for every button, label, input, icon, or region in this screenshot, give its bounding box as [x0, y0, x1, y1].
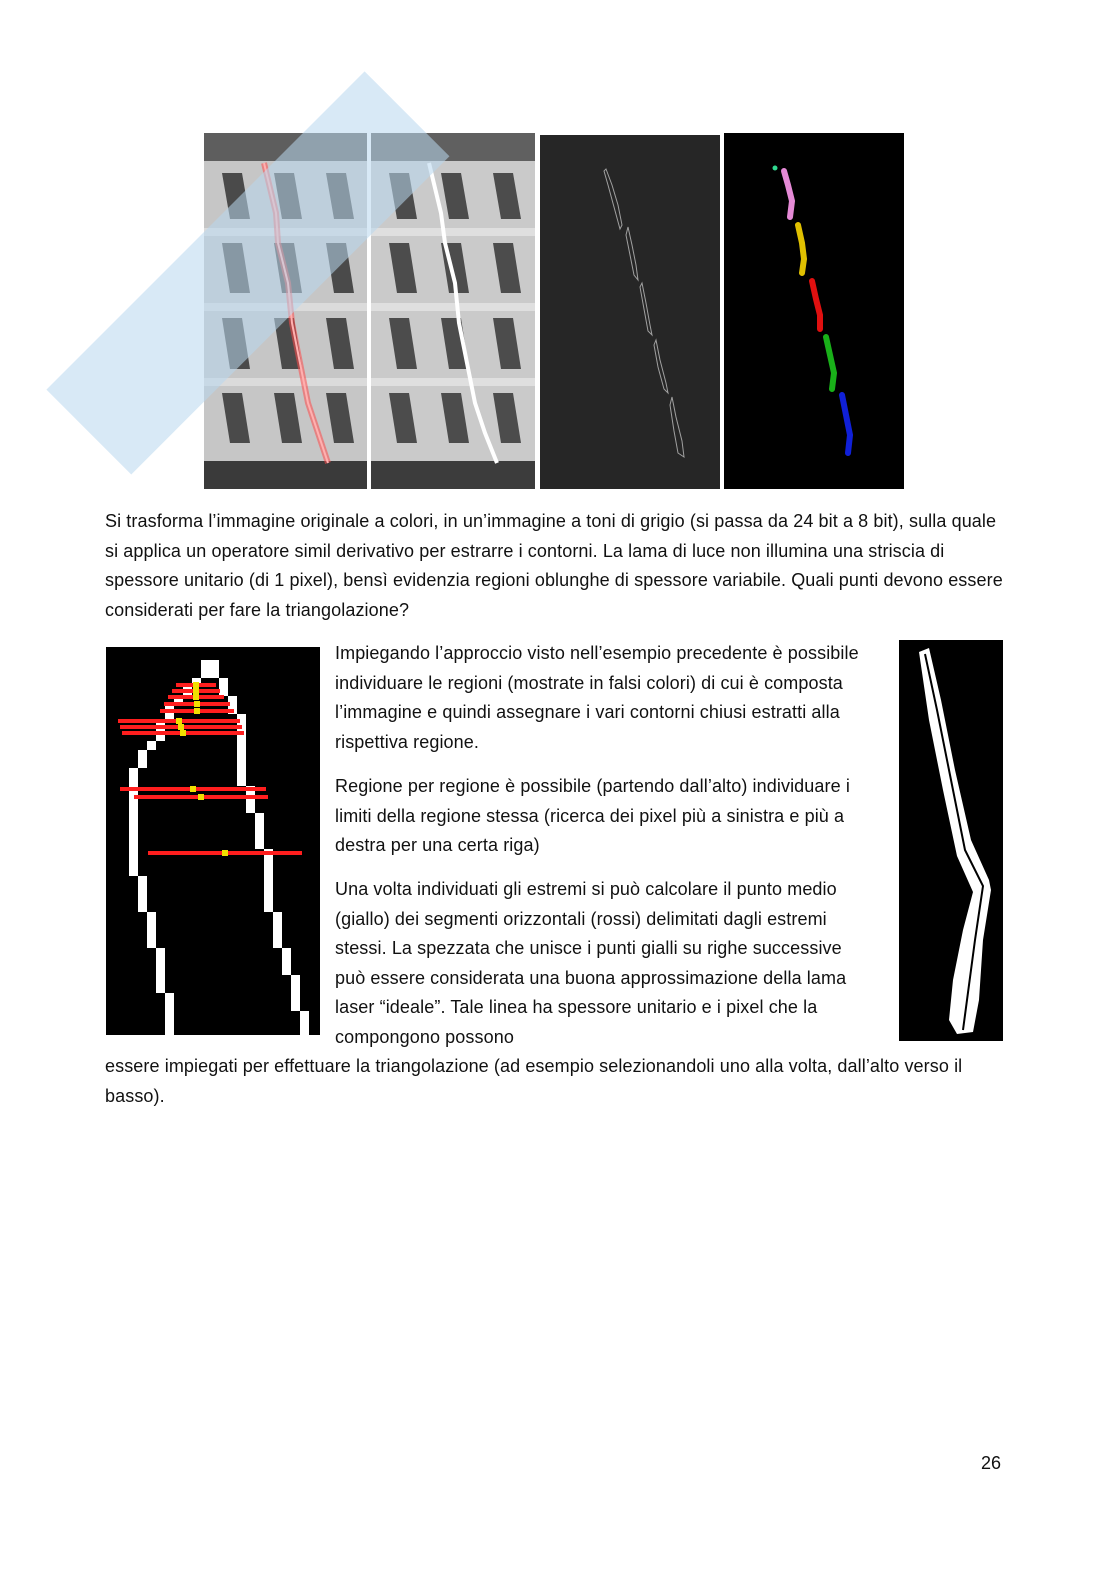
boundary-pixel-left — [129, 822, 138, 831]
boundary-pixel-left — [129, 849, 138, 858]
boundary-pixel-right — [291, 975, 300, 984]
boundary-pixel-right — [246, 804, 255, 813]
boundary-pixel-left — [165, 1029, 174, 1035]
figure-original-color-image — [204, 133, 367, 489]
figure-false-color-regions-image — [724, 133, 904, 489]
boundary-pixel-left — [147, 741, 156, 750]
boundary-pixel-left — [147, 921, 156, 930]
boundary-pixel-left — [138, 750, 147, 759]
midpoint-marker — [194, 708, 200, 714]
figure-grayscale-image — [371, 133, 535, 489]
boundary-pixel-left — [138, 759, 147, 768]
boundary-pixel-left — [156, 975, 165, 984]
boundary-pixel-left — [138, 903, 147, 912]
midpoint-marker — [193, 688, 199, 694]
boundary-pixel-left — [129, 813, 138, 822]
boundary-pixel-left — [165, 993, 174, 1002]
boundary-pixel-right — [237, 750, 246, 759]
boundary-pixel-left — [138, 876, 147, 885]
boundary-pixel-right — [264, 867, 273, 876]
midpoint-marker — [176, 718, 182, 724]
boundary-pixel-right — [282, 957, 291, 966]
boundary-pixel-right — [291, 1002, 300, 1011]
midpoint-marker — [222, 850, 228, 856]
boundary-pixel-left — [156, 957, 165, 966]
paragraph-limits: Regione per regione è possibile (partendo dall’alto) individuare i limiti della regione stessa (ricerca dei pixel più a sinistra e più a destra per una certa riga) — [335, 776, 850, 855]
boundary-pixel-left — [129, 768, 138, 777]
boundary-pixel-right — [282, 948, 291, 957]
boundary-pixel-right — [273, 930, 282, 939]
boundary-pixel-right — [273, 921, 282, 930]
page-number: 26 — [981, 1453, 1002, 1473]
boundary-pixel-right — [300, 1029, 309, 1035]
boundary-pixel-right — [210, 669, 219, 678]
midpoint-marker — [194, 701, 200, 707]
boundary-pixel-left — [129, 840, 138, 849]
boundary-pixel-right — [255, 822, 264, 831]
boundary-pixel-right — [264, 858, 273, 867]
boundary-pixel-left — [129, 831, 138, 840]
midpoint-marker — [193, 694, 199, 700]
boundary-pixel-left — [165, 1002, 174, 1011]
boundary-pixel-right — [291, 984, 300, 993]
boundary-pixel-right — [255, 840, 264, 849]
paragraph-midpoints: Una volta individuati gli estremi si può calcolare il punto medio (giallo) dei segmenti orizzontali (rossi) delimitati dagli estremi stessi. La spezzata che unisce i punti gialli su righe successive può essere considerata una buona approssimazione della lama laser “ideale”. Tale linea ha spessore unitario e i pixel che la compongono possono — [335, 879, 847, 1047]
boundary-pixel-left — [129, 804, 138, 813]
boundary-pixel-right — [237, 768, 246, 777]
midpoint-marker — [190, 786, 196, 792]
boundary-pixel-left — [129, 867, 138, 876]
boundary-pixel-right — [264, 876, 273, 885]
boundary-pixel-left — [165, 1011, 174, 1020]
paragraph-triangulation: essere impiegati per effettuare la triangolazione (ad esempio selezionandoli uno alla volta, dall’alto verso il basso). — [105, 1056, 963, 1106]
boundary-pixel-left — [165, 1020, 174, 1029]
midpoint-marker — [178, 724, 184, 730]
boundary-pixel-left — [147, 912, 156, 921]
figure-ideal-laser-line — [899, 640, 1003, 1041]
boundary-pixel-left — [201, 669, 210, 678]
boundary-pixel-right — [255, 831, 264, 840]
boundary-pixel-left — [147, 939, 156, 948]
boundary-pixel-right — [300, 1011, 309, 1020]
boundary-pixel-left — [129, 777, 138, 786]
figure-region-limits-grid — [106, 647, 320, 1035]
boundary-pixel-left — [138, 894, 147, 903]
boundary-pixel-right — [300, 1020, 309, 1029]
boundary-pixel-right — [237, 759, 246, 768]
boundary-pixel-right — [237, 777, 246, 786]
paragraph-intro: Si trasforma l’immagine originale a colori, in un’immagine a toni di grigio (si passa da 24 bit a 8 bit), sulla quale si applica un operatore simil derivativo per estrarre i contorni. La lama di luce non illumina una striscia di spessore unitario (di 1 pixel), bensì evidenzia regioni oblunghe di spessore variabile. Quali punti devono essere considerati per fare la triangolazione? — [105, 511, 1003, 620]
boundary-pixel-left — [156, 948, 165, 957]
paragraph-regions: Impiegando l’approccio visto nell’esempio precedente è possibile individuare le regioni (mostrate in falsi colori) di cui è composta l’immagine e quindi assegnare i vari contorni chiusi estratti alla rispettiva regione. — [335, 643, 859, 752]
boundary-pixel-right — [273, 939, 282, 948]
figure-edge-contours-image — [540, 135, 720, 489]
boundary-pixel-left — [138, 885, 147, 894]
boundary-pixel-left — [156, 984, 165, 993]
boundary-pixel-right — [291, 993, 300, 1002]
boundary-pixel-top — [201, 660, 219, 669]
boundary-pixel-right — [264, 885, 273, 894]
boundary-pixel-right — [237, 741, 246, 750]
midpoint-marker — [193, 682, 199, 688]
boundary-pixel-left — [129, 858, 138, 867]
boundary-pixel-right — [219, 687, 228, 696]
boundary-pixel-right — [273, 912, 282, 921]
boundary-pixel-right — [219, 678, 228, 687]
boundary-pixel-left — [156, 966, 165, 975]
midpoint-marker — [180, 730, 186, 736]
boundary-pixel-left — [147, 930, 156, 939]
boundary-pixel-right — [264, 903, 273, 912]
boundary-pixel-right — [264, 894, 273, 903]
boundary-pixel-right — [282, 966, 291, 975]
boundary-pixel-right — [255, 813, 264, 822]
midpoint-marker — [198, 794, 204, 800]
